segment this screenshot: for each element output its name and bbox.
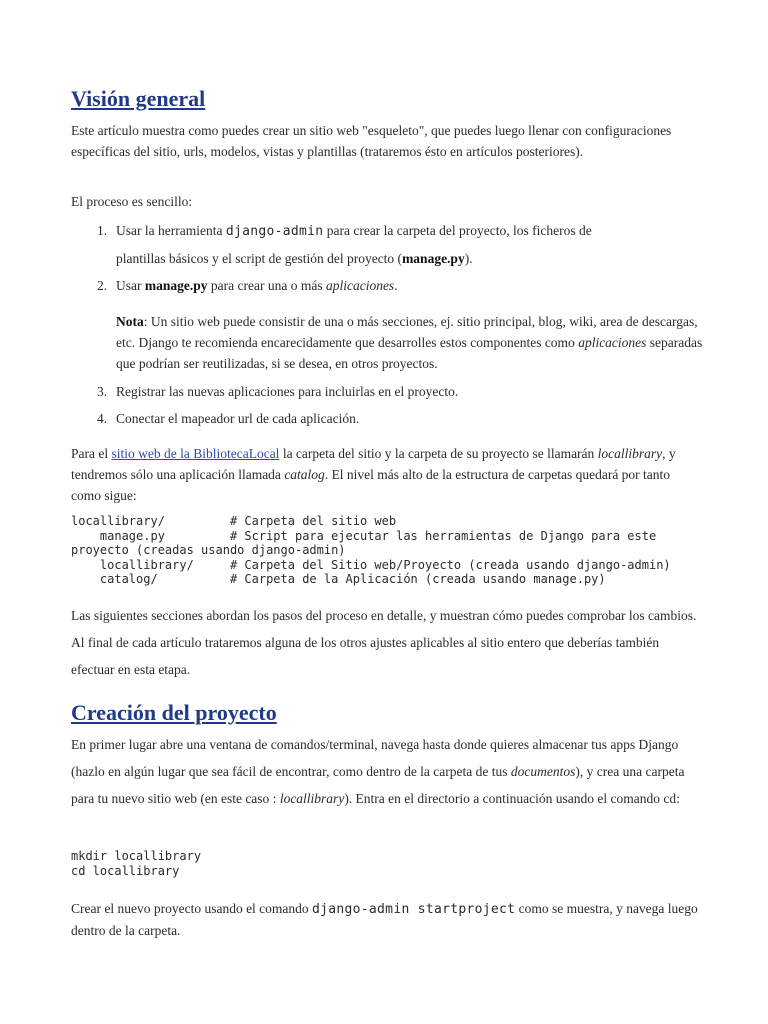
italic-aplicaciones: aplicaciones <box>578 335 647 350</box>
step-1-text-end: ). <box>464 251 473 266</box>
list-number: 3. <box>97 384 108 399</box>
step-1-text-line2: plantillas básicos y el script de gestión del proyecto ( <box>116 251 403 266</box>
list-number: 1. <box>97 223 108 238</box>
list-item-step-3 <box>97 381 697 402</box>
create-text-a: Crear el nuevo proyecto usando el comando <box>71 901 313 916</box>
heading-creacion-proyecto: Creación del proyecto <box>71 700 277 725</box>
step-2-text-end: . <box>394 278 398 293</box>
note-label: Nota <box>116 314 144 329</box>
first-text-c: ). Entra en el directorio a continuación usando el comando cd: <box>344 791 680 806</box>
step-3-text: Registrar las nuevas aplicaciones para incluirlas en el proyecto. <box>116 384 459 399</box>
bold-manage-py: manage.py <box>144 278 208 293</box>
intro-paragraph: Este artículo muestra como puedes crear un sitio web "esqueleto", que puedes luego llenar con configuraciones específicas del sitio, urls, modelos, vistas y plantillas (trataremos ésto en artículos posteriores). <box>71 123 672 159</box>
list-number: 2. <box>97 278 108 293</box>
first-text-a: En primer lugar abre una ventana de comandos/terminal, navega hasta donde quieres almacenar tus apps Django (hazlo en algún lugar que sea fácil de encontrar, como dentro de la carpeta de tus <box>71 737 679 779</box>
note-paragraph <box>116 311 706 374</box>
library-text-c: , y tendremos sólo una aplicación llamada <box>71 446 676 482</box>
step-1-text-a: Usar la herramienta <box>116 223 226 238</box>
italic-aplicaciones: aplicaciones <box>325 278 395 293</box>
commands-code: mkdir locallibrary cd locallibrary <box>71 849 202 878</box>
list-number: 4. <box>97 411 108 426</box>
step-1-text-b: para crear la carpeta del proyecto, los ficheros de <box>323 223 592 238</box>
code-django-admin: django-admin <box>225 224 324 239</box>
code-startproject: django-admin startproject <box>312 902 516 917</box>
note-text-a: : Un sitio web puede consistir de una o más secciones, ej. sitio principal, blog, wiki, area de descargas, etc. Django te recomienda encarecidamente que desarrolles estos componentes como <box>116 314 698 350</box>
italic-locallibrary: locallibrary <box>597 446 663 461</box>
step-1-line-2 <box>116 248 696 269</box>
following-paragraph: Las siguientes secciones abordan los pasos del proceso en detalle, y muestran cómo puedes comprobar los cambios. Al final de cada artículo trataremos alguna de los otros ajustes aplicables al sitio entero que deberías también efectuar en esta etapa. <box>71 608 697 677</box>
note-text-b: separadas que podrían ser reutilizadas, si se desea, en otros proyectos. <box>116 335 703 371</box>
italic-locallibrary: locallibrary <box>279 791 345 806</box>
library-text-d: . El nivel más alto de la estructura de carpetas quedará por tanto como sigue: <box>71 467 671 503</box>
library-paragraph <box>71 443 696 506</box>
create-text-b: como se muestra, y navega luego dentro de la carpeta. <box>71 901 698 938</box>
library-text-a: Para el <box>71 446 112 461</box>
step-2-text-b: para crear una o más <box>207 278 326 293</box>
process-paragraph: El proceso es sencillo: <box>71 194 193 209</box>
step-2-text <box>116 275 696 296</box>
step-1-line-1 <box>116 220 696 242</box>
heading-vision-general: Visión general <box>71 86 206 111</box>
folder-structure-code: locallibrary/ # Carpeta del sitio web manage.py # Script para ejecutar las herramientas de Django para este proyecto (creadas usando django-admin) locallibrary/ # Carpeta del Sitio web/Proyecto (creada usando django-admin) catalog/ # Carpeta de la Aplicación (creada usando manage.py) <box>71 514 671 586</box>
italic-catalog: catalog <box>284 467 325 482</box>
list-item-step-1 <box>97 220 697 276</box>
first-step-paragraph <box>71 731 701 812</box>
step-4-text: Conectar el mapeador url de cada aplicación. <box>116 411 360 426</box>
first-text-b: ), y crea una carpeta para tu nuevo sitio web (en este caso : <box>71 764 685 806</box>
create-project-paragraph <box>71 898 711 941</box>
list-item-step-2 <box>97 275 697 296</box>
list-item-step-4 <box>97 408 697 429</box>
bold-manage-py: manage.py <box>402 251 465 266</box>
link-biblioteca-local[interactable]: sitio web de la BibliotecaLocal <box>111 446 280 461</box>
italic-documentos: documentos <box>510 764 576 779</box>
step-2-text-a: Usar <box>116 278 145 293</box>
library-text-b: la carpeta del sitio y la carpeta de su proyecto se llamarán <box>279 446 598 461</box>
